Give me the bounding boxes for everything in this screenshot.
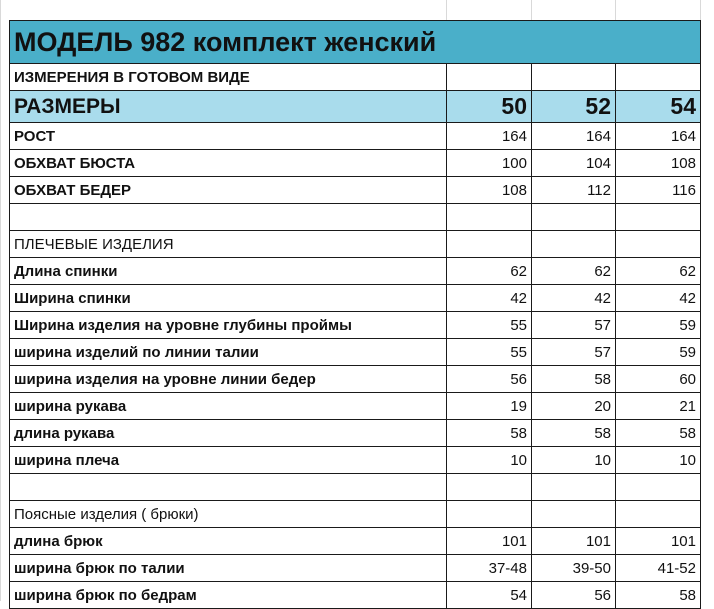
empty-cell[interactable] (616, 501, 701, 528)
value-cell[interactable]: 42 (447, 285, 532, 312)
value-cell[interactable]: 62 (532, 258, 616, 285)
row-label-cell[interactable]: ОБХВАТ БЕДЕР (10, 177, 447, 204)
value-cell[interactable]: 21 (616, 393, 701, 420)
value-cell[interactable]: 59 (616, 312, 701, 339)
table-row (10, 285, 701, 312)
section-header-row (10, 501, 701, 528)
value-cell[interactable]: 58 (616, 582, 701, 609)
blank-row (10, 474, 701, 501)
row-label-cell[interactable]: ширина плеча (10, 447, 447, 474)
empty-cell[interactable] (532, 501, 616, 528)
table-row (10, 555, 701, 582)
table-row (10, 582, 701, 609)
row-label-cell[interactable]: ширина брюк по бедрам (10, 582, 447, 609)
subtitle-row (10, 64, 701, 91)
table-row (10, 528, 701, 555)
row-label-cell[interactable]: ОБХВАТ БЮСТА (10, 150, 447, 177)
empty-cell[interactable] (447, 501, 532, 528)
empty-cell[interactable] (616, 64, 701, 91)
value-cell[interactable]: 42 (616, 285, 701, 312)
table-row (10, 339, 701, 366)
empty-cell[interactable] (616, 474, 701, 501)
value-cell[interactable]: 116 (616, 177, 701, 204)
empty-cell[interactable] (447, 474, 532, 501)
subtitle-cell[interactable]: ИЗМЕРЕНИЯ В ГОТОВОМ ВИДЕ (10, 64, 447, 91)
value-cell[interactable]: 58 (532, 420, 616, 447)
value-cell[interactable]: 101 (616, 528, 701, 555)
value-cell[interactable]: 58 (447, 420, 532, 447)
table-row (10, 177, 701, 204)
title-row (10, 21, 701, 64)
row-label-cell[interactable]: ширина рукава (10, 393, 447, 420)
value-cell[interactable]: 101 (447, 528, 532, 555)
value-cell[interactable]: 108 (616, 150, 701, 177)
empty-cell[interactable] (447, 64, 532, 91)
value-cell[interactable]: 57 (532, 312, 616, 339)
table-row (10, 447, 701, 474)
size-chart-table (9, 20, 701, 609)
value-cell[interactable]: 55 (447, 339, 532, 366)
value-cell[interactable]: 41-52 (616, 555, 701, 582)
blank-row (10, 204, 701, 231)
value-cell[interactable]: 58 (616, 420, 701, 447)
row-label-cell[interactable]: РОСТ (10, 123, 447, 150)
value-cell[interactable]: 42 (532, 285, 616, 312)
empty-cell[interactable] (447, 204, 532, 231)
value-cell[interactable]: 39-50 (532, 555, 616, 582)
row-label-cell[interactable]: длина брюк (10, 528, 447, 555)
value-cell[interactable]: 62 (616, 258, 701, 285)
value-cell[interactable]: 10 (532, 447, 616, 474)
row-label-cell[interactable]: ширина изделий по линии талии (10, 339, 447, 366)
section-label-cell[interactable]: ПЛЕЧЕВЫЕ ИЗДЕЛИЯ (10, 231, 447, 258)
sizes-header-row (10, 91, 701, 123)
empty-cell[interactable] (10, 204, 447, 231)
value-cell[interactable]: 55 (447, 312, 532, 339)
table-row (10, 420, 701, 447)
table-row (10, 258, 701, 285)
row-label-cell[interactable]: Длина спинки (10, 258, 447, 285)
value-cell[interactable]: 164 (532, 123, 616, 150)
row-label-cell[interactable]: Ширина изделия на уровне глубины проймы (10, 312, 447, 339)
table-row (10, 150, 701, 177)
value-cell[interactable]: 101 (532, 528, 616, 555)
value-cell[interactable]: 164 (447, 123, 532, 150)
row-label-cell[interactable]: Ширина спинки (10, 285, 447, 312)
value-cell[interactable]: 20 (532, 393, 616, 420)
section-header-row (10, 231, 701, 258)
gridline (0, 0, 1, 601)
table-row (10, 312, 701, 339)
value-cell[interactable]: 100 (447, 150, 532, 177)
empty-cell[interactable] (447, 231, 532, 258)
table-row (10, 393, 701, 420)
value-cell[interactable]: 10 (616, 447, 701, 474)
value-cell[interactable]: 112 (532, 177, 616, 204)
size-cell[interactable]: 52 (532, 91, 616, 123)
value-cell[interactable]: 56 (532, 582, 616, 609)
sizes-label-cell[interactable]: РАЗМЕРЫ (10, 91, 447, 123)
value-cell[interactable]: 108 (447, 177, 532, 204)
value-cell[interactable]: 19 (447, 393, 532, 420)
table-row (10, 366, 701, 393)
value-cell[interactable]: 37-48 (447, 555, 532, 582)
empty-cell[interactable] (532, 204, 616, 231)
value-cell[interactable]: 60 (616, 366, 701, 393)
empty-cell[interactable] (616, 204, 701, 231)
row-label-cell[interactable]: длина рукава (10, 420, 447, 447)
value-cell[interactable]: 58 (532, 366, 616, 393)
empty-cell[interactable] (10, 474, 447, 501)
value-cell[interactable]: 62 (447, 258, 532, 285)
value-cell[interactable]: 10 (447, 447, 532, 474)
empty-cell[interactable] (532, 64, 616, 91)
table-row (10, 123, 701, 150)
row-label-cell[interactable]: ширина изделия на уровне линии бедер (10, 366, 447, 393)
size-cell[interactable]: 54 (616, 91, 701, 123)
value-cell[interactable]: 104 (532, 150, 616, 177)
sheet-title[interactable]: МОДЕЛЬ 982 комплект женский (10, 21, 701, 64)
row-label-cell[interactable]: ширина брюк по талии (10, 555, 447, 582)
empty-cell[interactable] (616, 231, 701, 258)
empty-cell[interactable] (532, 474, 616, 501)
empty-cell[interactable] (532, 231, 616, 258)
value-cell[interactable]: 57 (532, 339, 616, 366)
value-cell[interactable]: 164 (616, 123, 701, 150)
value-cell[interactable]: 56 (447, 366, 532, 393)
section-label-cell[interactable]: Поясные изделия ( брюки) (10, 501, 447, 528)
value-cell[interactable]: 59 (616, 339, 701, 366)
value-cell[interactable]: 54 (447, 582, 532, 609)
size-cell[interactable]: 50 (447, 91, 532, 123)
